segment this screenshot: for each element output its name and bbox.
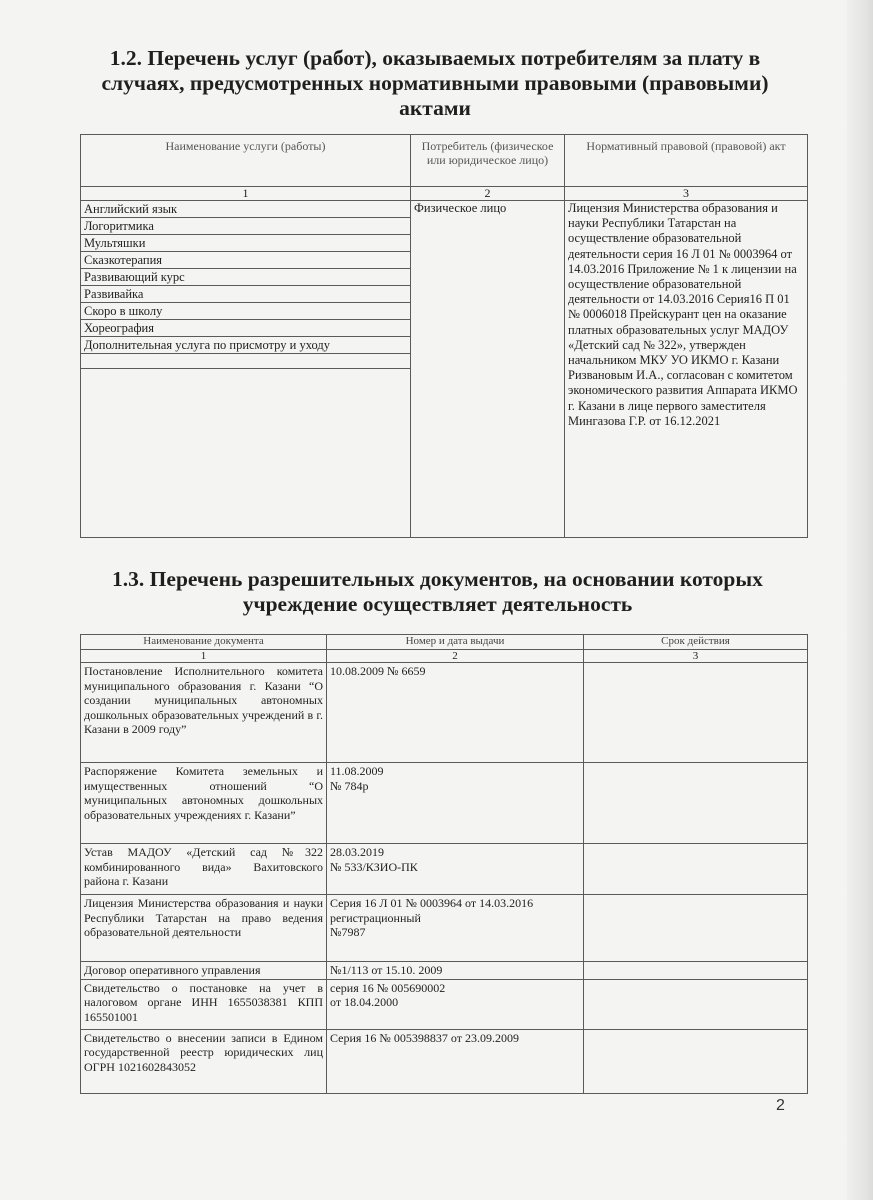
document-number-date: Серия 16 Л 01 № 0003964 от 14.03.2016 регистрационный №7987 — [327, 895, 584, 962]
service-empty-row — [81, 354, 411, 369]
document-validity — [584, 962, 808, 980]
document-number-date: серия 16 № 005690002 от 18.04.2000 — [327, 979, 584, 1029]
document-validity — [584, 663, 808, 763]
section-1-3-title: 1.3. Перечень разрешительных документов, на основании которых учреждение осуществляет деятельность — [112, 567, 763, 616]
column-number: 3 — [565, 187, 808, 201]
service-item: Мультяшки — [81, 235, 411, 252]
header-legal-act: Нормативный правовой (правовой) акт — [565, 135, 808, 187]
service-item: Хореография — [81, 320, 411, 337]
document-number-date: №1/113 от 15.10. 2009 — [327, 962, 584, 980]
document-validity — [584, 895, 808, 962]
service-item: Скоро в школу — [81, 303, 411, 320]
section-1-2-title: 1.2. Перечень услуг (работ), оказываемых потребителям за плату в случаях, предусмотренных нормативными правовыми (правовыми) актами — [101, 46, 769, 120]
document-name: Лицензия Министерства образования и науки Республики Татарстан на право ведения образовательной деятельности — [81, 895, 327, 962]
document-name: Постановление Исполнительного комитета муниципального образования г. Казани “О создании муниципальных автономных дошкольных образовательных учреждений в г. Казани в 2009 году” — [81, 663, 327, 763]
service-empty-row — [81, 369, 411, 538]
service-item: Английский язык — [81, 201, 411, 218]
document-name: Распоряжение Комитета земельных и имущественных отношений “О муниципальных автономных дошкольных образовательных учреждениях г. Казани” — [81, 763, 327, 844]
consumer-cell: Физическое лицо — [411, 201, 565, 538]
header-consumer: Потребитель (физическое или юридическое лицо) — [411, 135, 565, 187]
document-validity — [584, 1029, 808, 1093]
page-number: 2 — [776, 1097, 785, 1114]
service-item: Логоритмика — [81, 218, 411, 235]
header-number-date: Номер и дата выдачи — [327, 635, 584, 650]
service-item: Сказкотерапия — [81, 252, 411, 269]
document-number-date: 10.08.2009 № 6659 — [327, 663, 584, 763]
document-number-date: Серия 16 № 005398837 от 23.09.2009 — [327, 1029, 584, 1093]
document-name: Договор оперативного управления — [81, 962, 327, 980]
document-validity — [584, 763, 808, 844]
header-service-name: Наименование услуги (работы) — [81, 135, 411, 187]
column-number: 1 — [81, 650, 327, 663]
column-number: 2 — [411, 187, 565, 201]
column-number: 3 — [584, 650, 808, 663]
header-validity: Срок действия — [584, 635, 808, 650]
document-name: Свидетельство о постановке на учет в налоговом органе ИНН 1655038381 КПП 165501001 — [81, 979, 327, 1029]
document-number-date: 11.08.2009 № 784р — [327, 763, 584, 844]
document-validity — [584, 979, 808, 1029]
header-document-name: Наименование документа — [81, 635, 327, 650]
page-edge — [847, 0, 873, 1200]
service-item: Дополнительная услуга по присмотру и уходу — [81, 337, 411, 354]
document-name: Свидетельство о внесении записи в Едином государственной реестр юридических лиц ОГРН 1021602843052 — [81, 1029, 327, 1093]
service-item: Развивайка — [81, 286, 411, 303]
document-name: Устав МАДОУ «Детский сад №322 комбинированного вида» Вахитовского района г. Казани — [81, 844, 327, 895]
legal-act-cell: Лицензия Министерства образования и науки Республики Татарстан на осуществление образовательной деятельности серия 16 Л 01 № 0003964 от 14.03.2016 Приложение № 1 к лицензии на осуществление образовательной деятельности от 14.03.2016 Серия16 П 01 № 0006018 Прейскурант цен на оказание платных образовательных услуг МАДОУ «Детский сад № 322», утвержден начальником МКУ УО ИКМО г. Казани Ризвановым И.А., согласован с комитетом экономического развития Аппарата ИКМО г. Казани в лице первого заместителя Мингазова Г.Р. от 16.12.2021 — [565, 201, 808, 538]
service-item: Развивающий курс — [81, 269, 411, 286]
document-validity — [584, 844, 808, 895]
document-number-date: 28.03.2019 № 533/КЗИО-ПК — [327, 844, 584, 895]
column-number: 2 — [327, 650, 584, 663]
services-table — [80, 134, 808, 538]
column-number: 1 — [81, 187, 411, 201]
permits-table — [80, 634, 808, 1094]
